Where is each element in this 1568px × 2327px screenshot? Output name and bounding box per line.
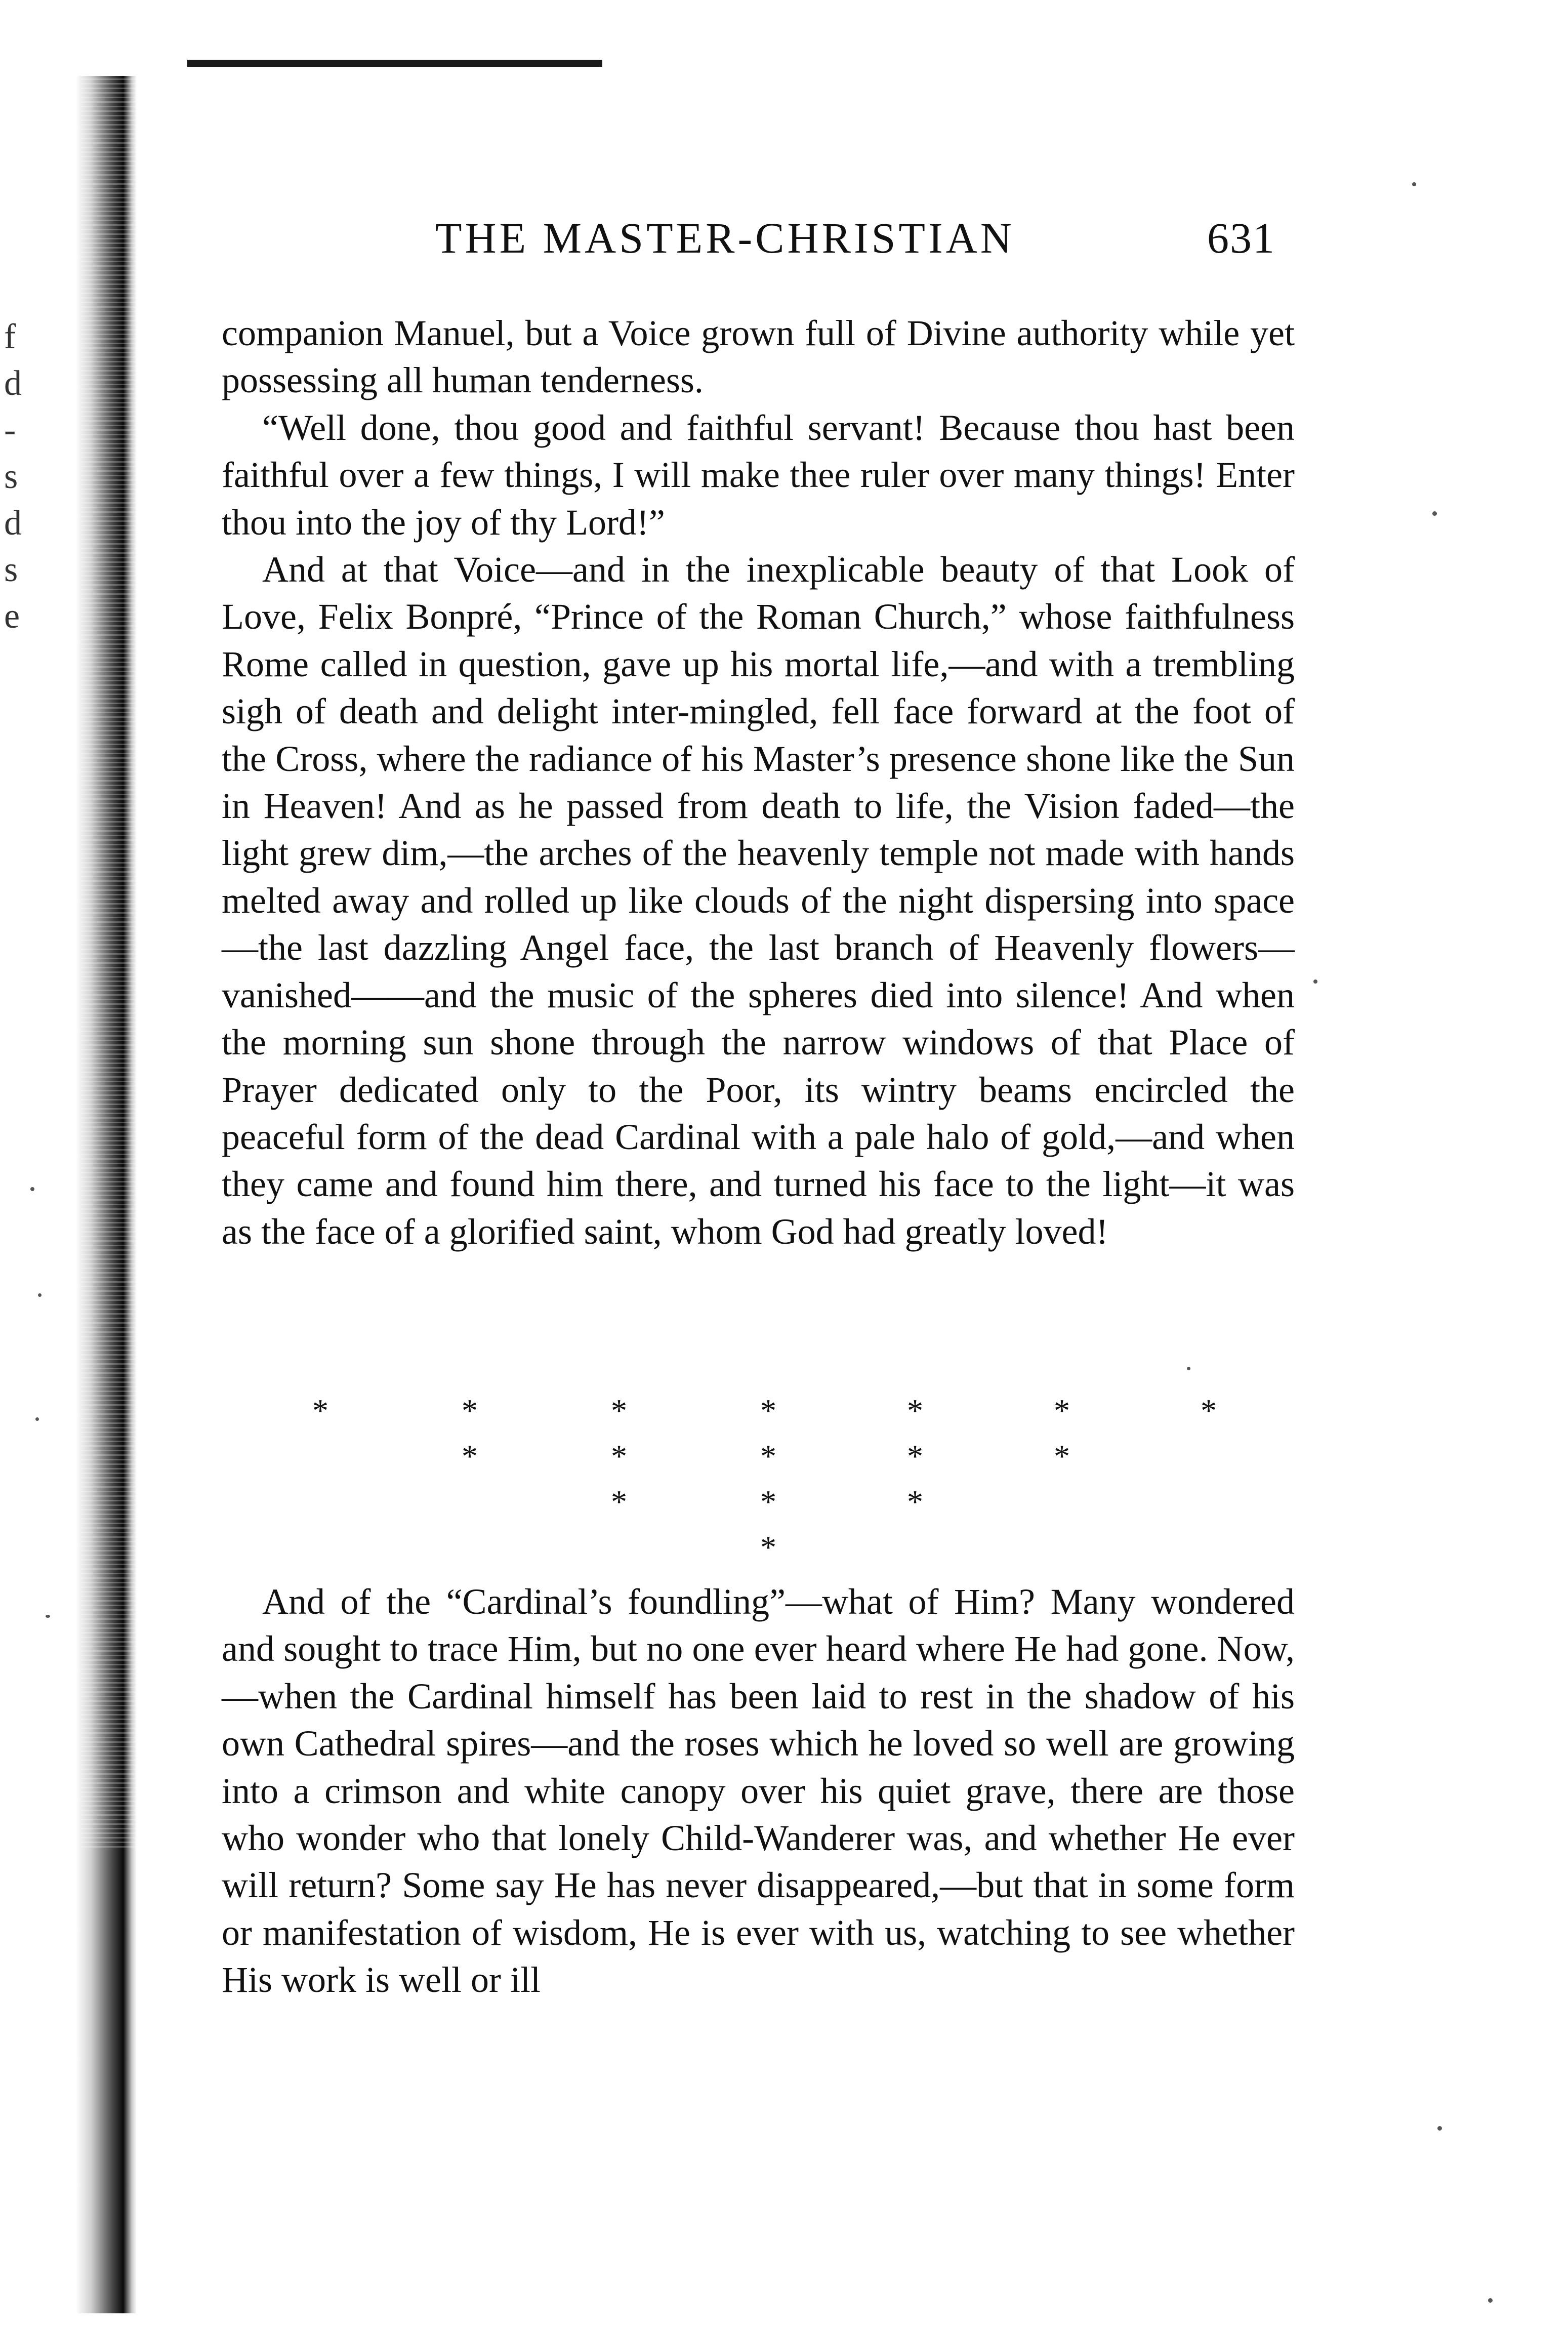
scan-speck [1313, 979, 1317, 984]
page-number: 631 [1207, 214, 1275, 262]
asterisk: * [760, 1393, 776, 1428]
asterism-divider [222, 1395, 1295, 1577]
asterisk: * [1201, 1393, 1217, 1428]
scan-speck [1488, 2298, 1493, 2303]
edge-mark: f [4, 317, 16, 356]
asterisk: * [760, 1438, 776, 1474]
edge-mark: s [4, 457, 18, 496]
binding-gutter-texture [81, 76, 137, 1848]
body-text-bottom [222, 1578, 1295, 2004]
body-text-top [222, 310, 1295, 1255]
scan-speck [1187, 1367, 1190, 1370]
asterisk: * [760, 1529, 776, 1565]
running-header [223, 213, 1296, 268]
scan-speck [35, 1417, 39, 1421]
asterisk: * [312, 1393, 328, 1428]
running-title: THE MASTER-CHRISTIAN [435, 214, 1015, 262]
paragraph: And at that Voice—and in the inexplicable beauty of that Look of Love, Felix Bonpré, “Prince of the Roman Church,” whose faithfulness Rome called in question, gave up his mortal life,—and with a trembling sigh of death and delight inter-mingled, fell face forward at the foot of the Cross, where the radiance of his Master’s presence shone like the Sun in Heaven! And as he passed from death to life, the Vision faded—the light grew dim,—the arches of the heavenly temple not made with hands melted away and rolled up like clouds of the night dispersing into space—the last dazzling Angel face, the last branch of Heavenly flowers—vanished——and the music of the spheres died into silence! And when the morning sun shone through the narrow windows of that Place of Prayer dedicated only to the Poor, its wintry beams encircled the peaceful form of the dead Cardinal with a pale halo of gold,—and when they came and found him there, and turned his face to the light—it was as the face of a glorified saint, whom God had greatly loved! [222, 549, 1295, 1252]
edge-mark: d [4, 364, 22, 403]
asterisk: * [907, 1438, 923, 1474]
asterisk: * [462, 1438, 478, 1474]
asterisk: * [1054, 1438, 1070, 1474]
scan-speck [46, 1615, 50, 1618]
scan-speck [1432, 511, 1437, 516]
asterism-row [222, 1440, 1295, 1486]
scan-speck [1412, 182, 1416, 186]
scan-speck [30, 1187, 34, 1191]
asterism-row [222, 1395, 1295, 1440]
paragraph: companion Manuel, but a Voice grown full of Divine authority while yet possessing all human tenderness. [222, 313, 1295, 401]
scan-speck [1437, 2126, 1442, 2131]
edge-mark: e [4, 597, 20, 636]
asterism-row [222, 1486, 1295, 1531]
edge-mark: - [4, 411, 16, 450]
top-rule [187, 60, 602, 67]
asterisk: * [760, 1484, 776, 1520]
asterisk: * [611, 1393, 627, 1428]
asterism-row [222, 1531, 1295, 1577]
asterisk: * [907, 1484, 923, 1520]
asterisk: * [611, 1484, 627, 1520]
asterisk: * [907, 1393, 923, 1428]
bleed-through-letters [4, 314, 34, 640]
scan-speck [38, 1293, 42, 1297]
asterisk: * [1054, 1393, 1070, 1428]
paragraph: “Well done, thou good and faithful servant! Because thou hast been faithful over a few things, I will make thee ruler over many things! Enter thou into the joy of thy Lord!” [222, 407, 1295, 543]
paragraph: And of the “Cardinal’s foundling”—what of Him? Many wondered and sought to trace Him, but no one ever heard where He had gone. Now,—when the Cardinal himself has been laid to rest in the shadow of his own Cathedral spires—and the roses which he loved so well are growing into a crimson and white canopy over his quiet grave, there are those who wonder who that lonely Child-Wanderer was, and whether He ever will return? Some say He has never disappeared,—but that in some form or manifestation of wisdom, He is ever with us, watching to see whether His work is well or ill [222, 1581, 1295, 2001]
edge-mark: s [4, 550, 18, 589]
edge-mark: d [4, 504, 22, 543]
asterisk: * [611, 1438, 627, 1474]
asterisk: * [462, 1393, 478, 1428]
